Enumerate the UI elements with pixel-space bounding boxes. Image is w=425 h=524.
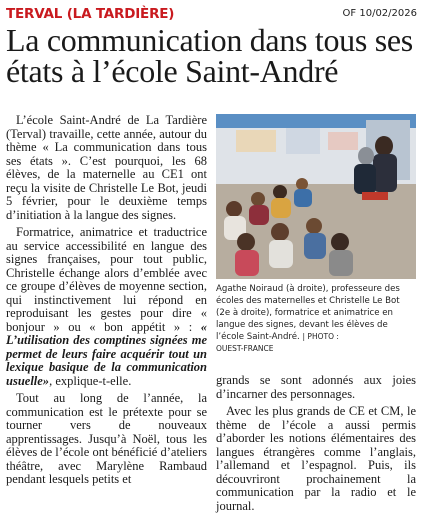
photo-caption bbox=[216, 283, 416, 355]
location-kicker: TERVAL (LA TARDIÈRE) bbox=[6, 6, 175, 22]
photo-caption-text: Agathe Noiraud (à droite), professeure des écoles des maternelles et Christelle Le Bot (2e à droite), formatrice et animatrice en langue des signes, devant les élèves de l’école Saint-André. bbox=[216, 284, 400, 342]
article-column-right bbox=[216, 374, 416, 517]
quote-attribution: , explique-t-elle. bbox=[49, 373, 132, 388]
article-column-left bbox=[6, 114, 207, 491]
paragraph-personnages: grands se sont adonnés aux joies d’incarner des personnages. bbox=[216, 373, 416, 401]
publication-date: OF 10/02/2026 bbox=[342, 8, 417, 19]
pull-quote: « L’utilisation des comptines signées me permet de leurs faire acquérir tout un lexique basique de la communication usuelle» bbox=[6, 319, 207, 388]
photo-credit: OUEST-FRANCE bbox=[216, 344, 274, 353]
paragraph-langues: Avec les plus grands de CE et CM, le thème de l’école a aussi permis d’aborder les notions élémentaires des langues étrangères comme l’anglais, l’allemand et l’espagnol. Puis, ils découvriront prochainement la communication par la radio et le journal. bbox=[216, 404, 416, 513]
paragraph-formatrice bbox=[6, 226, 207, 388]
article-headline: La communication dans tous ses états à l’école Saint-André bbox=[6, 22, 413, 89]
paragraph-formatrice-text: Formatrice, animatrice et traductrice au service accessibilité en langue des signes françaises, pour tout public, Christelle échange alors d’emblée avec ce groupe d’élèves de moyenne section, qui instinctivement lui répond en reproduisant les gestes pour dire « bonjour » ou « bon appétit » : bbox=[6, 225, 207, 334]
photo-credit-label: | PHOTO : bbox=[302, 332, 339, 341]
article-photo bbox=[216, 114, 416, 279]
paragraph-intro: L’école Saint-André de La Tardière (Terval) travaille, cette année, autour du thème « La communication dans tous ses états ». C’est pourquoi, les 68 élèves, de la maternelle au CE1 ont reçu la visite de Christelle Le Bot, jeudi 5 février, pour le deuxième temps d’initiation à la langue des signes. bbox=[6, 113, 207, 222]
paragraph-theatre: Tout au long de l’année, la communication est le prétexte pour se tourner vers de nouveaux apprentissages. Jusqu’à Noël, tous les élèves de l’école ont bénéficié d’ateliers théâtre, avec Marylène Rambaud pendant lesquels petits et bbox=[6, 391, 207, 486]
